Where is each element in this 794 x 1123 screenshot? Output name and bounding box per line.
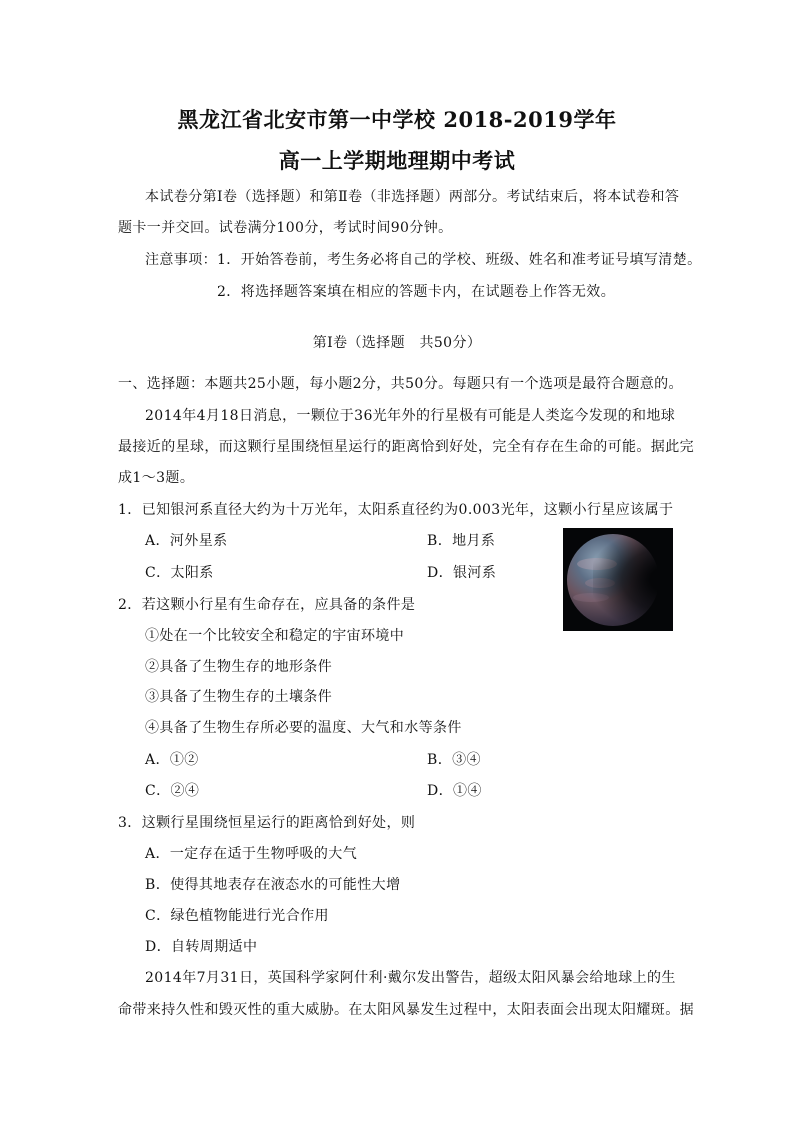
question-3-option-b: B．使得其地表存在液态水的可能性大增 — [145, 877, 401, 893]
question-2-item-4: ④具备了生物生存所必要的温度、大气和水等条件 — [145, 720, 462, 736]
question-2-item-2: ②具备了生物生存的地形条件 — [145, 659, 333, 675]
passage1-line2: 最接近的星球，而这颗行星围绕恒星运行的距离恰到好处，完全有存在生命的可能。据此完 — [118, 439, 694, 455]
question-3-stem: 3．这颗行星围绕恒星运行的距离恰到好处，则 — [118, 815, 416, 831]
exam-title-line2: 高一上学期地理期中考试 — [278, 148, 516, 173]
exam-title-line1: 黑龙江省北安市第一中学校 2018-2019学年 — [177, 107, 617, 132]
question-2-option-b: B．③④ — [427, 752, 481, 768]
passage1-line1: 2014年4月18日消息，一颗位于36光年外的行星极有可能是人类迄今发现的和地球 — [145, 408, 676, 424]
question-1-option-c: C．太阳系 — [145, 565, 214, 581]
passage2-line1: 2014年7月31日，英国科学家阿什利·戴尔发出警告，超级太阳风暴会给地球上的生 — [145, 970, 676, 986]
question-3-option-c: C．绿色植物能进行光合作用 — [145, 908, 329, 924]
passage1-line3: 成1～3题。 — [118, 470, 195, 486]
question-3-option-a: A．一定存在适于生物呼吸的大气 — [145, 846, 358, 862]
section-instructions: 一、选择题：本题共25小题，每小题2分，共50分。每题只有一个选项是最符合题意的。 — [118, 376, 683, 392]
question-2-stem: 2．若这颗小行星有生命存在，应具备的条件是 — [118, 597, 416, 613]
notice-line2: 2．将选择题答案填在相应的答题卡内，在试题卷上作答无效。 — [217, 284, 616, 300]
question-2-option-a: A．①② — [145, 752, 199, 768]
question-2-item-3: ③具备了生物生存的土壤条件 — [145, 689, 333, 705]
question-2-item-1: ①处在一个比较安全和稳定的宇宙环境中 — [145, 628, 405, 644]
section-heading: 第Ⅰ卷（选择题 共50分） — [312, 335, 482, 351]
question-3-option-d: D．自转周期适中 — [145, 939, 258, 955]
intro-line1: 本试卷分第Ⅰ卷（选择题）和第Ⅱ卷（非选择题）两部分。考试结束后，将本试卷和答 — [145, 189, 680, 205]
question-1-option-a: A．河外星系 — [145, 533, 228, 549]
question-1-option-b: B．地月系 — [427, 533, 496, 549]
question-1-stem: 1．已知银河系直径大约为十万光年，太阳系直径约为0.003光年，这颗小行星应该属于 — [118, 502, 674, 518]
intro-line2: 题卡一并交回。试卷满分100分，考试时间90分钟。 — [118, 220, 453, 236]
passage2-line2: 命带来持久性和毁灭性的重大威胁。在太阳风暴发生过程中，太阳表面会出现太阳耀斑。据 — [118, 1002, 694, 1018]
planet-image — [563, 528, 673, 631]
notice-line1: 注意事项：1．开始答卷前，考生务必将自己的学校、班级、姓名和准考证号填写清楚。 — [145, 252, 702, 268]
question-2-option-c: C．②④ — [145, 783, 200, 799]
question-1-option-d: D．银河系 — [427, 565, 497, 581]
question-2-option-d: D．①④ — [427, 783, 482, 799]
